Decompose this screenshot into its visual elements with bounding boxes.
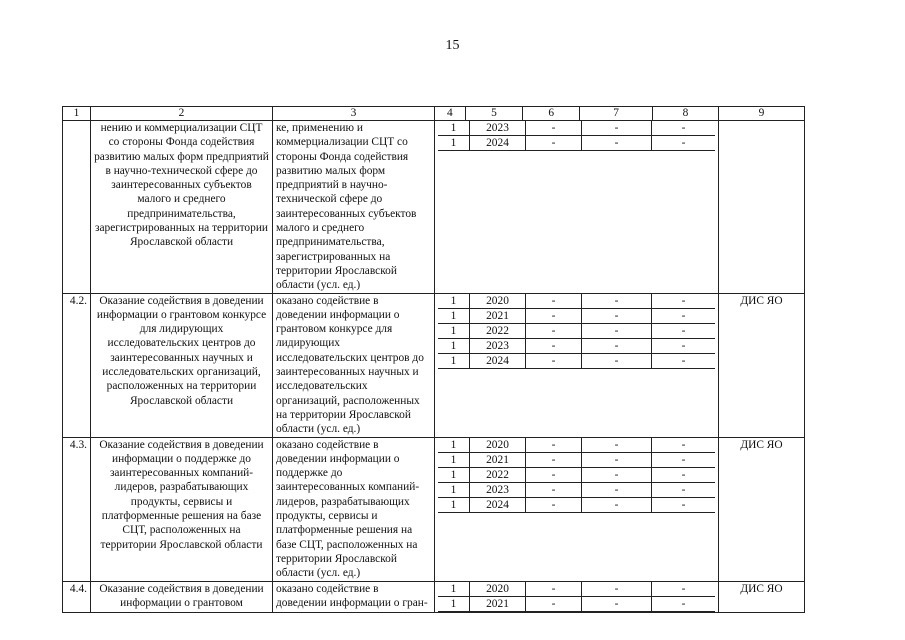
year-cell-c7: - [582, 323, 652, 338]
item-number: 4.3. [63, 437, 91, 581]
year-cell-c5: 2022 [470, 323, 526, 338]
year-cell-c6: - [526, 467, 582, 482]
year-cell-c6: - [526, 121, 582, 136]
column-header: 1 [63, 107, 91, 121]
year-cell-c7: - [582, 452, 652, 467]
year-cell-c8: - [652, 121, 716, 136]
year-cell-c7: - [582, 308, 652, 323]
year-cell-c6: - [526, 452, 582, 467]
table-body [63, 121, 805, 613]
year-cell-c4: 1 [438, 338, 470, 353]
year-cell-c5: 2020 [470, 294, 526, 309]
measure-result: оказано содействие в доведении информации о грантовом конкурсе для лидирующих исследовательских центров до заинтересованных научных и исследовательских организаций, расположенных на территории Ярославской области (усл. ед.) [273, 293, 435, 437]
year-cell-c6: - [526, 438, 582, 453]
year-cell-c7: - [582, 294, 652, 309]
year-cell-c5: 2024 [470, 497, 526, 512]
year-cell-c7: - [582, 497, 652, 512]
measure-result: оказано содействие в доведении информации о гран- [273, 581, 435, 612]
yearly-values [435, 581, 719, 612]
table-row [63, 293, 805, 437]
measure-result: оказано содействие в доведении информации о поддержке до заинтересованных компаний-лидеров, разрабатывающих продукты, сервисы и платформенные решения на базе СЦТ, расположенных на территории Ярославской области (усл. ед.) [273, 437, 435, 581]
year-row [438, 121, 715, 136]
year-row [438, 294, 715, 309]
year-cell-c8: - [652, 323, 716, 338]
year-row [438, 136, 715, 151]
year-cell-c7: - [582, 438, 652, 453]
year-cell-c4: 1 [438, 294, 470, 309]
yearly-values-grid [438, 121, 715, 151]
year-cell-c6: - [526, 497, 582, 512]
yearly-values-grid [438, 294, 715, 369]
year-row [438, 323, 715, 338]
year-cell-c8: - [652, 136, 716, 151]
year-cell-c5: 2024 [470, 353, 526, 368]
year-cell-c4: 1 [438, 353, 470, 368]
table-row [63, 121, 805, 294]
year-cell-c7: - [582, 582, 652, 597]
column-header: 7 [580, 107, 653, 121]
year-cell-c6: - [526, 353, 582, 368]
year-row [438, 582, 715, 597]
year-cell-c7: - [582, 482, 652, 497]
executor [719, 121, 805, 294]
column-header: 2 [91, 107, 273, 121]
measure-name: Оказание содействия в доведении информации о грантовом конкурсе для лидирующих исследовательских центров до заинтересованных научных и исследовательских организаций, расположенных на территории Ярославской области [91, 293, 273, 437]
year-cell-c6: - [526, 308, 582, 323]
item-number: 4.2. [63, 293, 91, 437]
year-cell-c5: 2020 [470, 582, 526, 597]
year-cell-c4: 1 [438, 438, 470, 453]
executor: ДИС ЯО [719, 581, 805, 612]
year-cell-c4: 1 [438, 452, 470, 467]
year-cell-c8: - [652, 353, 716, 368]
year-cell-c6: - [526, 482, 582, 497]
yearly-values-grid [438, 582, 715, 612]
year-cell-c4: 1 [438, 596, 470, 611]
year-cell-c5: 2024 [470, 136, 526, 151]
year-cell-c4: 1 [438, 467, 470, 482]
year-cell-c5: 2023 [470, 338, 526, 353]
year-cell-c8: - [652, 582, 716, 597]
column-header: 3 [273, 107, 435, 121]
year-cell-c6: - [526, 323, 582, 338]
year-cell-c8: - [652, 452, 716, 467]
year-row [438, 338, 715, 353]
year-cell-c6: - [526, 294, 582, 309]
year-cell-c8: - [652, 497, 716, 512]
measure-name: Оказание содействия в доведении информации о поддержке до заинтересованных компаний-лидеров, разрабатывающих продукты, сервисы и платформенные решения на базе СЦТ, расположенных на территории Ярославской области [91, 437, 273, 581]
column-header: 4 [435, 107, 466, 121]
executor: ДИС ЯО [719, 293, 805, 437]
yearly-values-grid [438, 438, 715, 513]
year-cell-c8: - [652, 338, 716, 353]
table-header-row [63, 107, 805, 121]
year-cell-c5: 2020 [470, 438, 526, 453]
yearly-values [435, 121, 719, 294]
year-cell-c6: - [526, 338, 582, 353]
year-cell-c7: - [582, 338, 652, 353]
measure-result: ке, применению и коммерциализации СЦТ со стороны Фонда содействия развитию малых форм предприятий в научно-технической сфере до заинтересованных субъектов малого и среднего предпринимательства, зарегистрированных на территории Ярославской области (усл. ед.) [273, 121, 435, 294]
year-cell-c4: 1 [438, 121, 470, 136]
year-row [438, 467, 715, 482]
year-cell-c7: - [582, 121, 652, 136]
year-cell-c5: 2023 [470, 121, 526, 136]
year-cell-c4: 1 [438, 482, 470, 497]
year-cell-c8: - [652, 308, 716, 323]
year-cell-c4: 1 [438, 497, 470, 512]
year-cell-c4: 1 [438, 136, 470, 151]
item-number [63, 121, 91, 294]
year-cell-c6: - [526, 136, 582, 151]
year-cell-c7: - [582, 467, 652, 482]
year-cell-c7: - [582, 596, 652, 611]
year-row [438, 353, 715, 368]
table-row [63, 437, 805, 581]
year-row [438, 482, 715, 497]
yearly-values [435, 293, 719, 437]
year-cell-c5: 2021 [470, 308, 526, 323]
year-cell-c5: 2021 [470, 596, 526, 611]
year-cell-c8: - [652, 596, 716, 611]
year-cell-c8: - [652, 294, 716, 309]
year-cell-c5: 2022 [470, 467, 526, 482]
measures-table [62, 106, 805, 613]
year-cell-c6: - [526, 596, 582, 611]
year-row [438, 452, 715, 467]
year-row [438, 438, 715, 453]
table-row [63, 581, 805, 612]
item-number: 4.4. [63, 581, 91, 612]
year-cell-c4: 1 [438, 308, 470, 323]
year-cell-c7: - [582, 353, 652, 368]
yearly-values [435, 437, 719, 581]
year-cell-c8: - [652, 482, 716, 497]
year-cell-c4: 1 [438, 323, 470, 338]
column-header: 6 [523, 107, 580, 121]
year-row [438, 497, 715, 512]
year-row [438, 308, 715, 323]
measure-name: нению и коммерциализации СЦТ со стороны Фонда содействия развитию малых форм предприятий в научно-технической сфере до заинтересованных субъектов малого и среднего предпринимательства, зарегистрированных на территории Ярославской области [91, 121, 273, 294]
year-cell-c7: - [582, 136, 652, 151]
measure-name: Оказание содействия в доведении информации о грантовом [91, 581, 273, 612]
column-header: 5 [465, 107, 522, 121]
year-cell-c4: 1 [438, 582, 470, 597]
year-cell-c6: - [526, 582, 582, 597]
page-number: 15 [445, 38, 460, 53]
executor: ДИС ЯО [719, 437, 805, 581]
year-row [438, 596, 715, 611]
year-cell-c5: 2021 [470, 452, 526, 467]
column-header: 9 [719, 107, 805, 121]
column-header: 8 [652, 107, 718, 121]
year-cell-c8: - [652, 438, 716, 453]
year-cell-c5: 2023 [470, 482, 526, 497]
year-cell-c8: - [652, 467, 716, 482]
